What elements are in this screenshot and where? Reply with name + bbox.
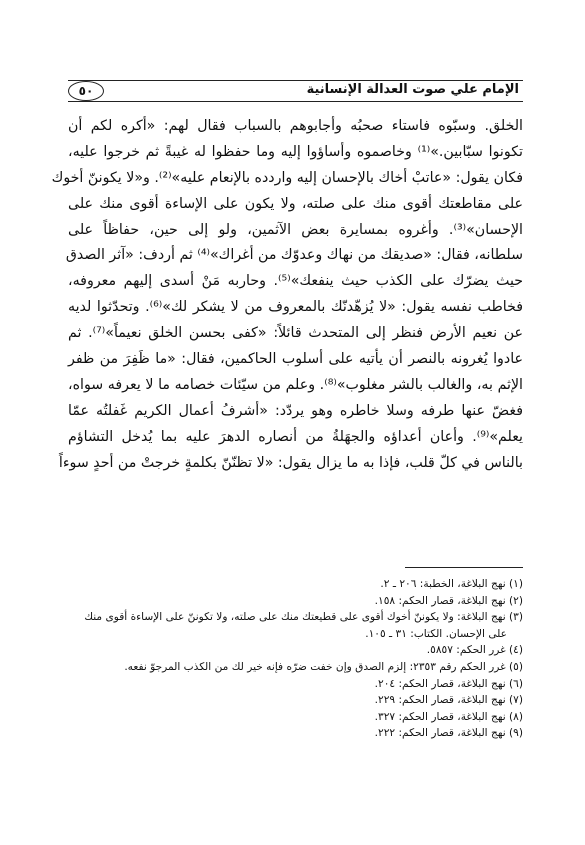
footnote: (٩) نهج البلاغة، قصار الحكم: ٢٢٢. [374,727,523,740]
text-line: الخلق. وسبّوه فاستاء صحبُه وأجابوهم بالسباب فقال لهم: «أكره لكم أن [68,118,523,134]
footnote-separator [405,567,523,568]
page-header [68,80,523,104]
text-line: فغضّ عنها طرفه وسلا خاطره وهو يردّد: «أشرفُ أعمال الكريم غَفلتُه عمّا [68,402,523,419]
footnotes [68,576,523,742]
footnote-continuation: على الإحسان. الكتاب: ٣١ ـ ١٠٥. [365,627,507,640]
page-number: ٥٠ [68,81,104,101]
text-line: الإحسان»⁽³⁾. وأغروه بمسايرة بعض الآثمين، ولو إلى حين، حفاظاً على [68,221,523,238]
footnote: (٤) غرر الحكم: ٥٨٥٧. [426,644,523,657]
text-line: سلطانه، فقال: «صديقك من نهاك وعدوّك من أغراك»⁽⁴⁾ ثم أردف: «آثر الصدق [65,247,523,264]
text-line: على مقاطعتك أقوى منك على صلته، ولا يكون على الإساءة أقوى منك على [68,195,523,212]
footnote: (٥) غرر الحكم رقم ٢٣٥٣: إلزم الصدق وإن خفت ضرّه فإنه خير لك من الكذب المرجوّ نفعه. [124,660,523,673]
running-title: الإمام علي صوت العدالة الإنسانية [306,82,519,97]
text-line: بالناس في كلّ قلب، فإذا به ما يزال يقول: «لا تظنّنّ بكلمةٍ خرجتْ من أحدٍ سوءاً [58,454,523,471]
footnote: (٢) نهج البلاغة، قصار الحكم: ١٥٨. [374,594,523,607]
footnote: (٦) نهج البلاغة، قصار الحكم: ٢٠٤. [374,677,523,690]
footnote: (٨) نهج البلاغة، قصار الحكم: ٣٢٧. [374,710,523,723]
text-line: عادوا يُغرونه بالنصر أن يأتيه على أسلوب الحاكمين، فقال: «ما ظَفِرَ من ظفر [68,351,523,368]
main-text [51,114,524,476]
text-line: عن نعيم الأرض فنظر إلى المتحدث قائلاً: «كفى بحسن الخلق نعيماً»⁽⁷⁾. ثم [68,325,523,342]
footnote: (١) نهج البلاغة، الخطبة: ٢٠٦ ـ ٢. [380,578,523,590]
footnote: (٣) نهج البلاغة: ولا يكوننّ أخوك أقوى على قطيعتك منك على صلته، ولا تكوننّ على الإساءة أقوى منك [84,611,523,624]
text-line: فخاطب نفسه يقول: «لا يُزهّدنّك بالمعروف من لا يشكر لك»⁽⁶⁾. وتحدّثوا لديه [68,299,524,316]
header-rule-top [68,80,523,81]
text-line: الإثم به، والغالب بالشر مغلوب»⁽⁸⁾. وعلم من سيّئات خصامه ما لا يعرفه سواه، [68,376,523,393]
text-line: تكونوا سبّابين.»⁽¹⁾ وخاصموه وأساؤوا إليه وما حفظوا له غيبةً ثم خرجوا عليه، [68,143,523,160]
header-rule-bottom [68,101,523,102]
footnote: (٧) نهج البلاغة، قصار الحكم: ٢٢٩. [374,694,523,707]
text-line: يعلم»⁽⁹⁾. وأعان أعداؤه والجهَلةُ من أنصاره الدهرَ عليه بما يُدخل التشاؤم [68,428,523,445]
text-line: فكان يقول: «عاتبْ أخاك بالإحسان إليه واردده بالإنعام عليه»⁽²⁾. و«لا يكوننّ أخوك [51,169,523,186]
text-line: حيث يضرّك على الكذب حيث ينفعك»⁽⁵⁾. وحاربه مَنْ أسدى إليهم معروفه، [68,273,523,290]
